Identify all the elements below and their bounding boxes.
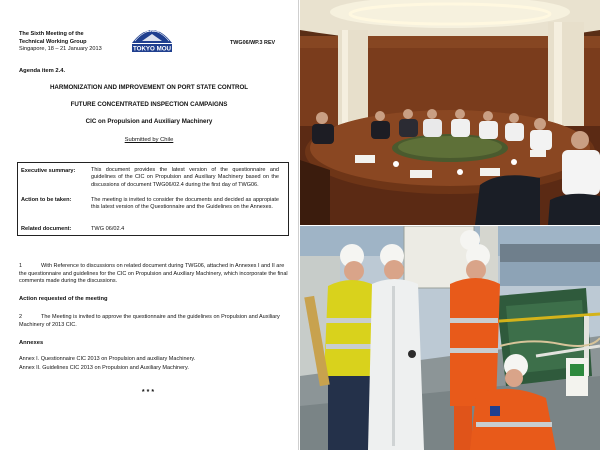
paragraph-2: The Meeting is invited to approve the questionnaire and the guidelines on Propulsion and Auxiliary Machinery of 2013 CIC.: [19, 314, 280, 328]
meeting-name-line-1: The Sixth Meeting of the: [19, 31, 84, 37]
logo-text: TOKYO MOU: [132, 45, 172, 53]
document-topic: CIC on Propulsion and Auxiliary Machinery: [85, 118, 213, 125]
document-page: [0, 0, 299, 450]
submitted-by: Submitted by Chile: [124, 137, 174, 143]
agenda-item: Agenda item 2.4.: [19, 68, 66, 74]
annexes-heading: Annexes: [19, 340, 44, 346]
related-doc-label: Related document:: [21, 226, 72, 232]
summary-box: [17, 162, 289, 236]
meeting-header: [19, 31, 102, 54]
end-mark: ***: [141, 389, 157, 396]
document-reference: TWG06/WP.3 REV: [230, 40, 276, 46]
exec-summary-text: This document provides the latest version of the questionnaire and guidelines of the CIC on Propulsion and Auxiliary Machinery based on the discussions of document TWG06/02.4 during the first day of TWG06.: [91, 167, 279, 188]
annex-1: Annex I. Questionnaire CIC 2013 on Propulsion and auxiliary Machinery.: [19, 356, 196, 362]
ship-deck-inspectors-photo: [300, 226, 600, 450]
paragraph-1: With Reference to discussions on related document during TWG06, attached in Annexes I and II are the questionnaire and guidelines for the CIC on Propulsion and Auxiliary Machinery, which incorporate the final comments made during the discussions.: [19, 263, 288, 285]
meeting-name-line-2: Technical Working Group: [19, 38, 87, 45]
meeting-date: Singapore, 18 – 21 January 2013: [19, 46, 102, 52]
action-requested-heading: Action requested of the meeting: [19, 296, 108, 302]
meeting-room-image: [300, 0, 600, 225]
annex-2: Annex II. Guidelines CIC 2013 on Propulsion and Auxiliary Machinery.: [19, 365, 189, 371]
tokyo-mou-logo-icon: [126, 23, 178, 53]
document-subtitle: FUTURE CONCENTRATED INSPECTION CAMPAIGNS: [70, 101, 228, 108]
related-doc-text: TWG 06/02.4: [91, 226, 125, 232]
meeting-room-photo: [300, 0, 600, 225]
action-label: Action to be taken:: [21, 197, 72, 203]
paragraph-2-number: 2: [19, 314, 23, 320]
document-title: HARMONIZATION AND IMPROVEMENT ON PORT STATE CONTROL: [49, 84, 249, 91]
ship-deck-image: [300, 226, 600, 450]
action-text: The meeting is invited to consider the documents and decided as appropiate this latest version of the Questionnaire and the Guidelines on the Annexes.: [91, 197, 279, 211]
exec-summary-label: Executive summary:: [21, 168, 76, 174]
paragraph-1-number: 1: [19, 263, 23, 269]
logo-arc-text: ASIA-PACIFIC: [140, 29, 164, 33]
